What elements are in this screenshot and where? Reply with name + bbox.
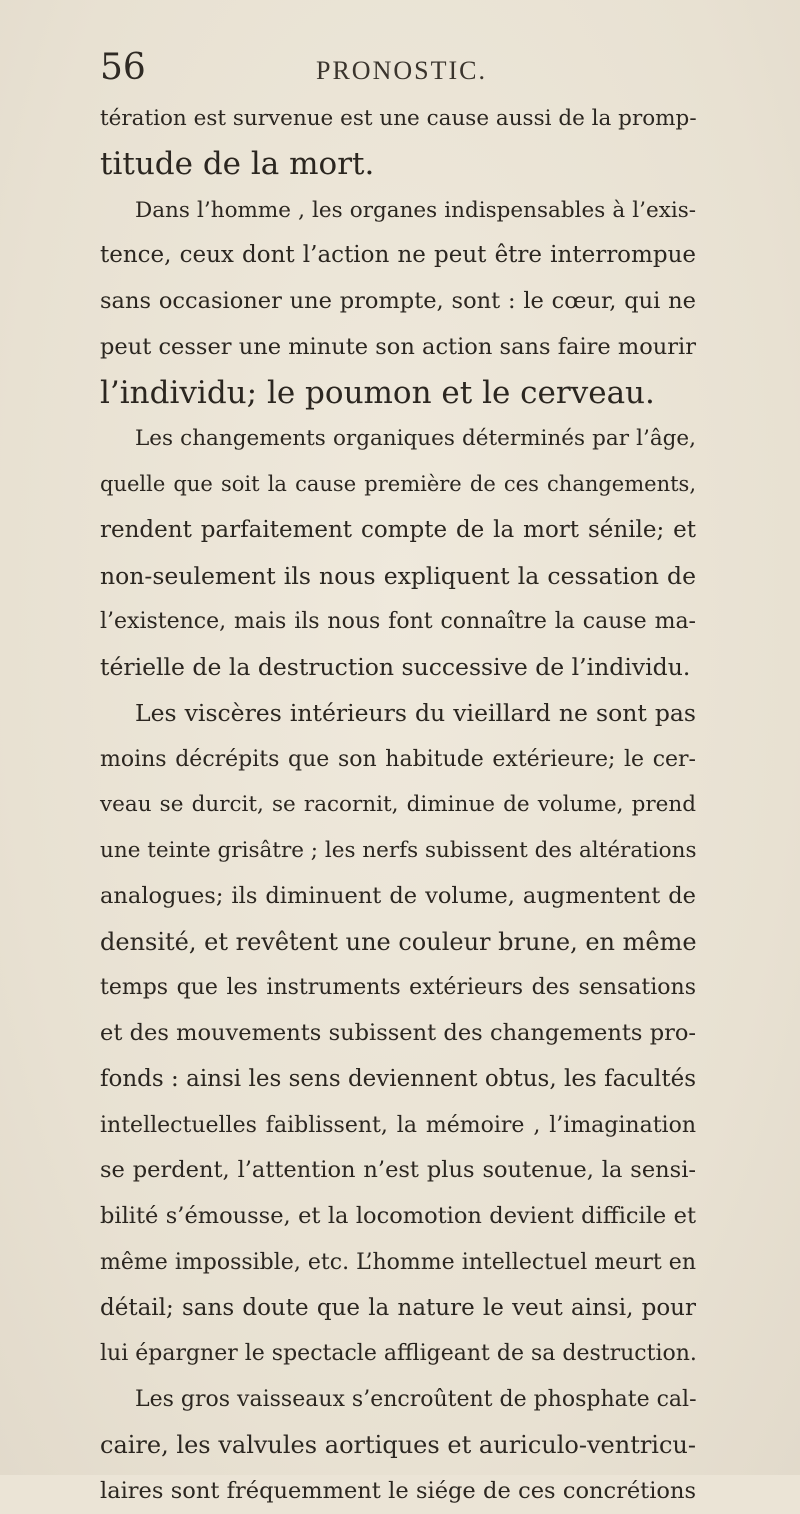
- text-line: bilité s’émousse, et la locomotion devient difficile et: [100, 1194, 696, 1240]
- text-line: veau se durcit, se racornit, diminue de volume, prend: [100, 782, 696, 828]
- page-header: [100, 48, 700, 98]
- text-line: tération est survenue est une cause aussi de la promp-: [100, 96, 696, 142]
- text-line: même impossible, etc. L’homme intellectuel meurt en: [100, 1240, 696, 1286]
- text-line: l’individu; le poumon et le cerveau.: [100, 371, 696, 417]
- paragraph-first-line: Les changements organiques déterminés par l’âge,: [100, 416, 696, 462]
- text-line: térielle de la destruction successive de l’individu.: [100, 645, 696, 691]
- text-line: moins décrépits que son habitude extérieure; le cer-: [100, 737, 696, 783]
- paragraph-first-line: Les viscères intérieurs du vieillard ne sont pas: [100, 691, 696, 737]
- text-line: tence, ceux dont l’action ne peut être interrompue: [100, 233, 696, 279]
- body-text: [100, 96, 696, 1514]
- running-title: PRONOSTIC.: [316, 56, 487, 86]
- text-line: détail; sans doute que la nature le veut ainsi, pour: [100, 1286, 696, 1332]
- text-line: densité, et revêtent une couleur brune, en même: [100, 920, 696, 966]
- text-line: temps que les instruments extérieurs des sensations: [100, 965, 696, 1011]
- text-line: quelle que soit la cause première de ces changements,: [100, 462, 696, 508]
- text-line: et des mouvements subissent des changements pro-: [100, 1011, 696, 1057]
- text-line: analogues; ils diminuent de volume, augmentent de: [100, 874, 696, 920]
- text-line: peut cesser une minute son action sans faire mourir: [100, 325, 696, 371]
- text-line: l’existence, mais ils nous font connaître la cause ma-: [100, 599, 696, 645]
- text-line: non-seulement ils nous expliquent la cessation de: [100, 554, 696, 600]
- paragraph-first-line: Les gros vaisseaux s’encroûtent de phosphate cal-: [100, 1377, 696, 1423]
- paragraph-first-line: Dans l’homme , les organes indispensables à l’exis-: [100, 188, 696, 234]
- text-line: sans occasioner une prompte, sont : le cœur, qui ne: [100, 279, 696, 325]
- text-line: caire, les valvules aortiques et auriculo-ventricu-: [100, 1423, 696, 1469]
- text-line: se perdent, l’attention n’est plus soutenue, la sensi-: [100, 1148, 696, 1194]
- text-line: fonds : ainsi les sens deviennent obtus, les facultés: [100, 1057, 696, 1103]
- text-line: titude de la mort.: [100, 142, 696, 188]
- text-line: lui épargner le spectacle affligeant de sa destruction.: [100, 1331, 696, 1377]
- text-line: laires sont fréquemment le siége de ces concrétions: [100, 1469, 696, 1514]
- page-number: 56: [100, 48, 146, 88]
- text-line: intellectuelles faiblissent, la mémoire , l’imagination: [100, 1103, 696, 1149]
- text-line: une teinte grisâtre ; les nerfs subissent des altérations: [100, 828, 696, 874]
- text-line: rendent parfaitement compte de la mort sénile; et: [100, 508, 696, 554]
